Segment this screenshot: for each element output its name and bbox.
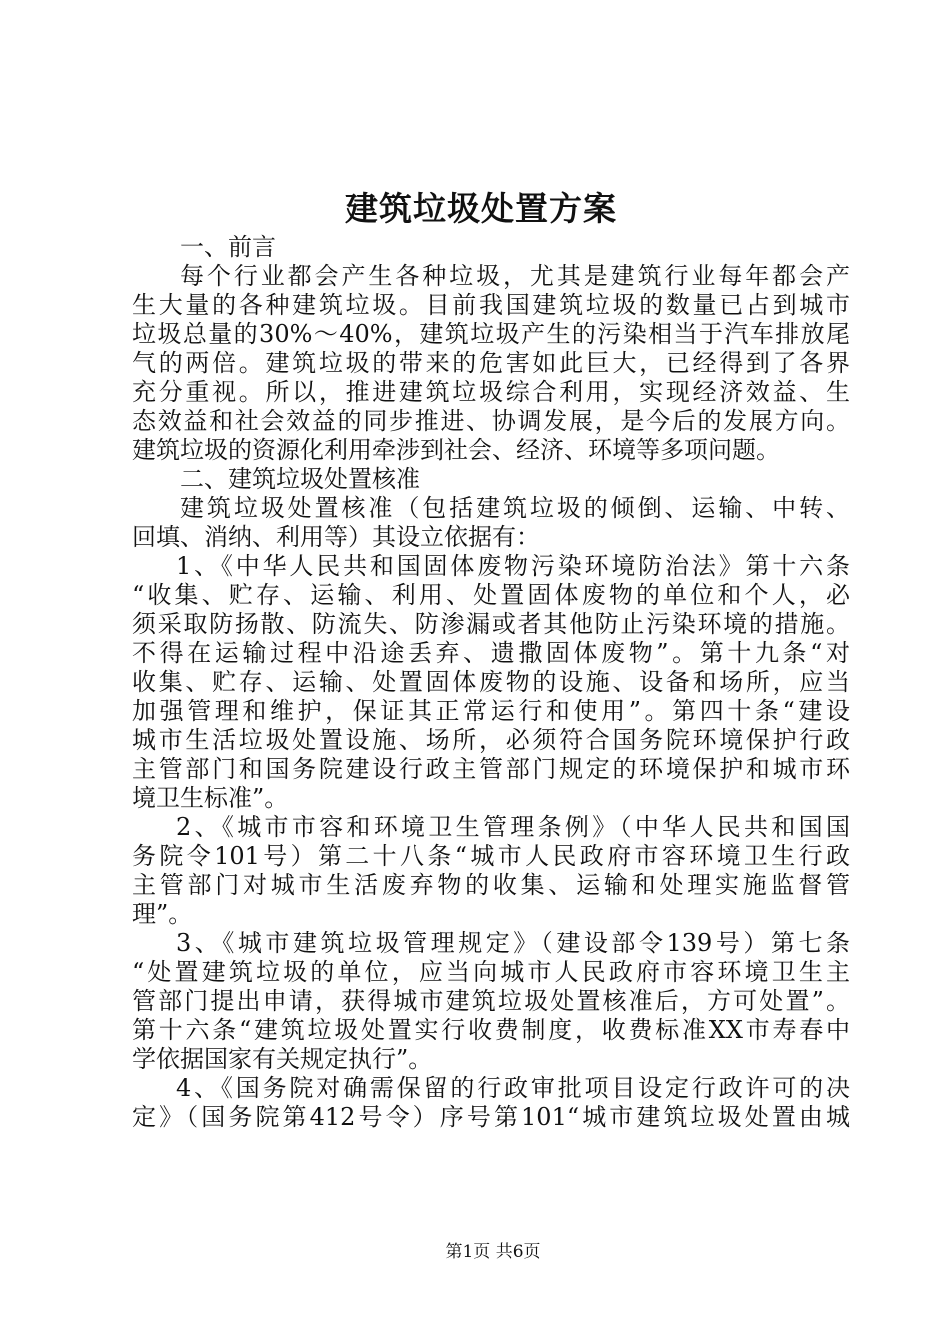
text-line: 收集、贮存、运输、处置固体废物的设施、设备和场所，应当: [132, 668, 850, 696]
text-line: 不得在运输过程中沿途丢弃、遗撒固体废物”。第十九条“对: [132, 639, 850, 667]
text-line: 气的两倍。建筑垃圾的带来的危害如此巨大，已经得到了各界: [132, 349, 850, 377]
text-line: 垃圾总量的30%～40%，建筑垃圾产生的污染相当于汽车排放尾: [132, 320, 850, 348]
text-line: 2、《城市市容和环境卫生管理条例》（中华人民共和国国: [176, 813, 850, 841]
text-line: “收集、贮存、运输、利用、处置固体废物的单位和个人，必: [132, 581, 850, 609]
text-line: 加强管理和维护，保证其正常运行和使用”。第四十条“建设: [132, 697, 850, 725]
text-line: 主管部门对城市生活废弃物的收集、运输和处理实施监督管: [132, 871, 850, 899]
text-line: 主管部门和国务院建设行政主管部门规定的环境保护和城市环: [132, 755, 850, 783]
text-line: 城市生活垃圾处置设施、场所，必须符合国务院环境保护行政: [132, 726, 850, 754]
text-line: 境卫生标准”。: [132, 784, 289, 812]
text-line: 充分重视。所以，推进建筑垃圾综合利用，实现经济效益、生: [132, 378, 850, 406]
page-footer: 第1页 共6页: [445, 1242, 541, 1262]
text-line: 管部门提出申请，获得城市建筑垃圾处置核准后，方可处置”。: [132, 987, 850, 1015]
text-line: 须采取防扬散、防流失、防渗漏或者其他防止污染环境的措施。: [132, 610, 850, 638]
text-line: 建筑垃圾处置核准（包括建筑垃圾的倾倒、运输、中转、: [180, 494, 850, 522]
text-line: 理”。: [132, 900, 193, 928]
document-title: 建筑垃圾处置方案: [345, 189, 617, 228]
text-line: 回填、消纳、利用等）其设立依据有：: [132, 523, 540, 551]
text-line: 1、《中华人民共和国固体废物污染环境防治法》第十六条: [176, 552, 850, 580]
document-body: [132, 233, 850, 1132]
text-line: 务院令101号）第二十八条“城市人民政府市容环境卫生行政: [132, 842, 850, 870]
text-line: 建筑垃圾的资源化利用牵涉到社会、经济、环境等多项问题。: [132, 436, 780, 464]
text-line: 一、前言: [180, 233, 276, 261]
text-line: 4、《国务院对确需保留的行政审批项目设定行政许可的决: [176, 1074, 850, 1102]
text-line: 二、建筑垃圾处置核准: [180, 465, 420, 493]
text-line: 生大量的各种建筑垃圾。目前我国建筑垃圾的数量已占到城市: [132, 291, 850, 319]
text-line: “处置建筑垃圾的单位，应当向城市人民政府市容环境卫生主: [132, 958, 850, 986]
text-line: 态效益和社会效益的同步推进、协调发展，是今后的发展方向。: [132, 407, 850, 435]
text-line: 定》（国务院第412号令）序号第101“城市建筑垃圾处置由城: [132, 1103, 850, 1131]
text-line: 第十六条“建筑垃圾处置实行收费制度，收费标准XX市寿春中: [132, 1016, 850, 1044]
text-line: 学依据国家有关规定执行”。: [132, 1045, 433, 1073]
text-line: 每个行业都会产生各种垃圾，尤其是建筑行业每年都会产: [180, 262, 850, 290]
text-line: 3、《城市建筑垃圾管理规定》（建设部令139号）第七条: [176, 929, 850, 957]
